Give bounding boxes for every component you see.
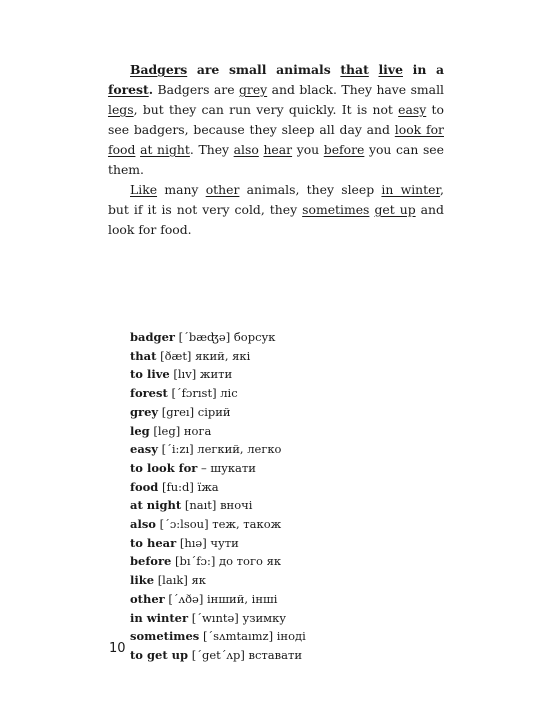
vocab-transcription: [naıt] [184, 498, 217, 513]
vocab-translation: – шукати [201, 460, 256, 475]
vocab-word: before [130, 554, 172, 569]
vocab-translation: ліс [220, 386, 238, 401]
vocab-transcription: [laık] [157, 573, 188, 588]
vocab-word: to hear [130, 535, 177, 550]
vocab-entry [130, 478, 430, 497]
vocab-entry [130, 365, 430, 384]
vocab-entry [130, 328, 430, 347]
vocab-word: to look for [130, 460, 198, 475]
vocab-entry [130, 627, 430, 646]
vocab-transcription: [ˊɔ:lsou] [159, 517, 209, 532]
vocab-highlight: before [323, 142, 365, 157]
reading-passage [108, 60, 444, 240]
vocab-entry [130, 571, 430, 590]
vocab-translation: іноді [276, 629, 306, 644]
vocab-word: like [130, 573, 155, 588]
vocab-highlight: forest [108, 82, 149, 97]
vocab-translation: нога [183, 423, 212, 438]
vocab-translation: легкий, легко [197, 442, 282, 457]
vocab-word: at night [130, 498, 182, 513]
vocab-highlight: grey [238, 82, 268, 97]
vocab-highlight: easy [398, 102, 427, 117]
vocab-entry [130, 347, 430, 366]
passage-text: to see badgers, because they sleep all day and [108, 102, 444, 137]
vocabulary-list [130, 328, 430, 665]
vocab-highlight: Like [130, 182, 158, 197]
vocab-highlight: hear [263, 142, 293, 157]
vocab-word: easy [130, 442, 158, 457]
vocab-entry [130, 440, 430, 459]
passage-text: and look for food. [108, 202, 444, 237]
passage-text: Badgers are [153, 82, 239, 97]
vocab-entry [130, 552, 430, 571]
vocab-entry [130, 609, 430, 628]
vocab-highlight: get up [374, 202, 416, 217]
vocab-transcription: [ˊbæʤə] [178, 330, 231, 344]
vocab-transcription: [ˊfɔrıst] [171, 386, 217, 401]
vocab-word: forest [130, 386, 168, 401]
vocab-word: leg [130, 423, 150, 438]
vocab-highlight: look for [394, 122, 444, 137]
passage-text: , but they can run very quickly. It is not [133, 102, 399, 117]
vocab-translation: як [191, 573, 206, 588]
vocab-word: that [130, 348, 157, 363]
passage-text: you can see them. [108, 142, 444, 177]
vocab-word: to get up [130, 647, 189, 662]
vocab-highlight: in winter [381, 182, 441, 197]
vocab-highlight: also [233, 142, 259, 157]
vocab-translation: вночі [220, 498, 253, 513]
vocab-entry [130, 534, 430, 553]
vocab-highlight: Badgers [130, 62, 188, 77]
vocab-transcription: [hıə] [179, 535, 207, 550]
vocab-transcription: [ˊgetˊʌp] [191, 647, 245, 662]
passage-text: you [292, 142, 324, 157]
vocab-highlight: live [378, 62, 403, 77]
vocab-translation: інший, інші [207, 591, 278, 606]
passage-text: animals, they sleep [239, 182, 382, 197]
vocab-highlight: sometimes [302, 202, 370, 217]
passage-text: in a [402, 62, 444, 77]
passage-text: many [157, 182, 206, 197]
vocab-word: to live [130, 367, 170, 382]
vocab-translation: жити [199, 367, 233, 382]
passage-paragraph-2 [108, 180, 444, 240]
vocab-transcription: [lıv] [173, 367, 197, 382]
vocab-highlight: at night [140, 142, 190, 157]
vocab-transcription: [fu:d] [162, 479, 194, 494]
vocab-highlight: legs [108, 102, 134, 117]
passage-text: . [148, 82, 154, 97]
vocab-highlight: other [205, 182, 240, 197]
vocab-transcription: [leg] [153, 423, 181, 438]
vocab-translation: який, які [195, 348, 251, 363]
vocab-entry [130, 646, 430, 665]
passage-text: are small animals [187, 62, 341, 77]
vocab-transcription: [bıˊfɔ:] [175, 554, 216, 569]
vocab-entry [130, 403, 430, 422]
vocab-transcription: [ˊi:zı] [161, 442, 194, 457]
vocab-translation: до того як [219, 554, 282, 569]
vocab-entry [130, 459, 430, 478]
vocab-entry [130, 590, 430, 609]
vocab-entry [130, 384, 430, 403]
vocab-word: also [130, 517, 156, 532]
vocab-transcription: [ðæt] [160, 348, 192, 363]
passage-paragraph-1 [108, 60, 444, 180]
vocab-entry [130, 422, 430, 441]
page-number: 10 [109, 641, 126, 656]
vocab-word: other [130, 591, 165, 606]
vocab-entry [130, 515, 430, 534]
vocab-highlight: that [340, 62, 369, 77]
vocab-word: food [130, 479, 159, 494]
vocab-transcription: [ˊwıntə] [191, 610, 239, 625]
vocab-word: grey [130, 404, 159, 419]
vocab-translation: борсук [233, 330, 276, 344]
vocab-transcription: [greı] [161, 404, 195, 419]
vocab-translation: вставати [248, 647, 302, 662]
vocab-translation: чути [210, 535, 239, 550]
vocab-transcription: [ˊʌðə] [168, 591, 204, 606]
passage-text: . They [189, 142, 234, 157]
vocab-translation: узимку [242, 610, 287, 625]
vocab-translation: теж, також [212, 517, 282, 532]
vocab-transcription: [ˊsʌmtaımz] [202, 629, 274, 644]
vocab-highlight: food [108, 142, 136, 157]
vocab-word: sometimes [130, 629, 200, 644]
vocab-entry [130, 496, 430, 515]
passage-text: and black. They have small [267, 82, 444, 97]
vocab-word: in winter [130, 610, 189, 625]
vocab-translation: їжа [197, 479, 219, 494]
vocab-word: badger [130, 330, 175, 344]
passage-text: , but if it is not very cold, they [108, 182, 444, 217]
vocab-translation: сірий [197, 404, 231, 419]
